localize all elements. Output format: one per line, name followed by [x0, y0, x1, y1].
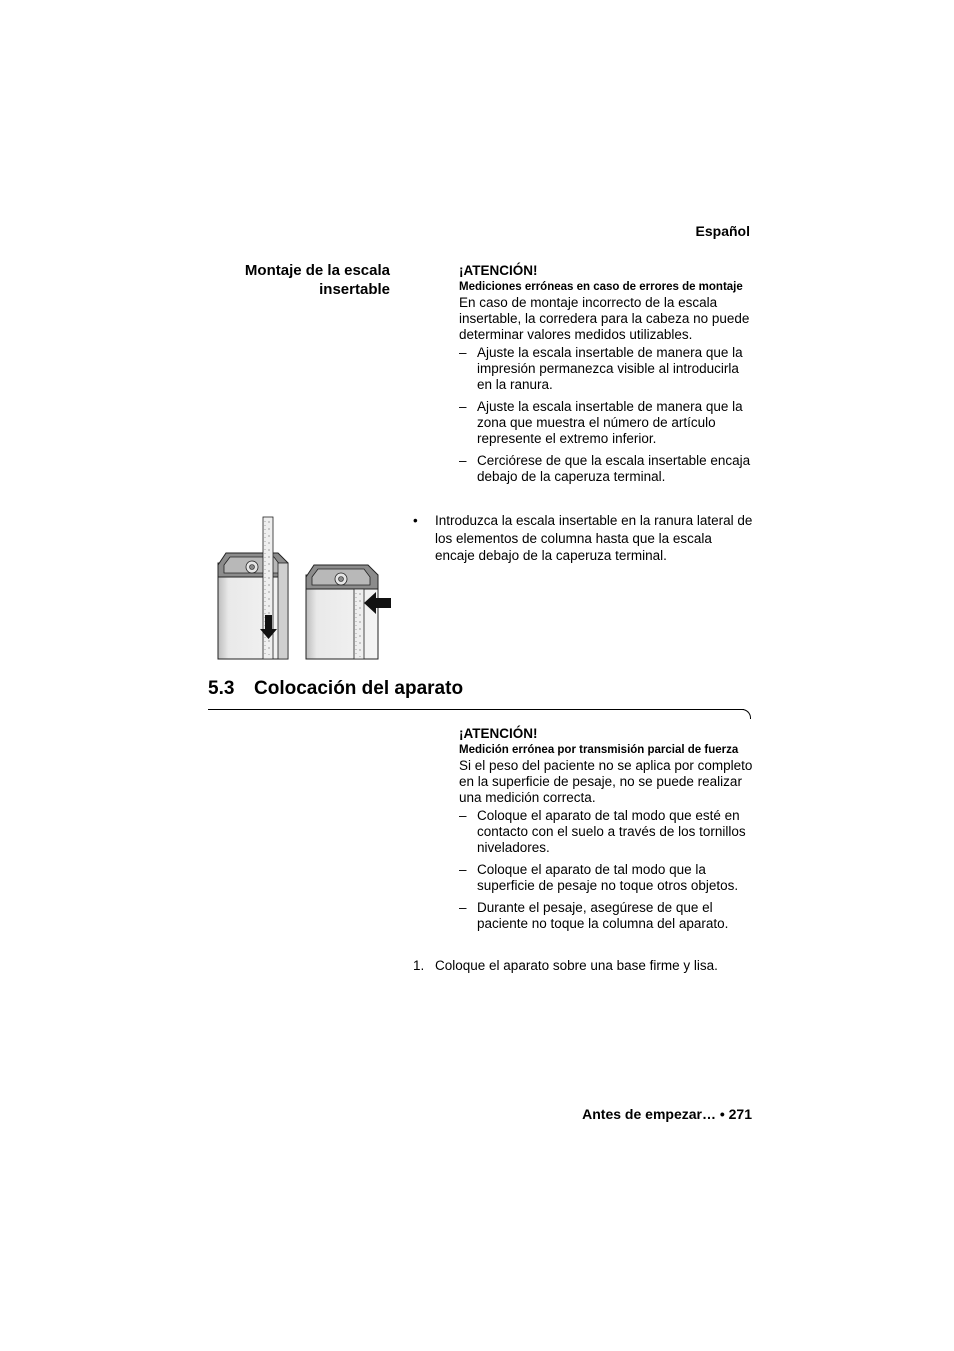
- attention-subtitle: Mediciones erróneas en caso de errores de montaje: [459, 281, 743, 293]
- section-divider: [208, 709, 744, 710]
- section-divider-curve: [738, 709, 751, 719]
- bullet-marker: •: [413, 513, 418, 528]
- attention-title: ¡ATENCIÓN!: [459, 726, 538, 741]
- dash-marker: –: [459, 862, 467, 877]
- dash-marker: –: [459, 399, 467, 414]
- list-item: [459, 399, 755, 447]
- language-label: Español: [695, 223, 750, 239]
- attention-text: En caso de montaje incorrecto de la escala insertable, la corredera para la cabeza no puede determinar valores medidos utilizables.: [459, 295, 750, 342]
- attention-title: ¡ATENCIÓN!: [459, 263, 538, 278]
- list-item-text: Cerciórese de que la escala insertable encaja debajo de la caperuza terminal.: [477, 453, 751, 484]
- section-heading: [208, 678, 463, 700]
- attention-text: Si el peso del paciente no se aplica por completo en la superficie de pesaje, no se puede realizar una medición correcta.: [459, 758, 753, 805]
- attention-subtitle: Medición errónea por transmisión parcial de fuerza: [459, 744, 739, 756]
- list-item-text: Durante el pesaje, asegúrese de que el paciente no toque la columna del aparato.: [477, 900, 729, 931]
- list-item: [459, 862, 755, 894]
- instruction-bullet: [413, 512, 755, 565]
- column-element-left: [218, 553, 288, 659]
- list-item: [459, 345, 755, 393]
- column-element-right: [306, 565, 378, 659]
- list-item-text: Ajuste la escala insertable de manera que la impresión permanezca visible al introducirla en la ranura.: [477, 345, 743, 392]
- dash-marker: –: [459, 345, 467, 360]
- instruction-text: Introduzca la escala insertable en la ranura lateral de los elementos de columna hasta que la escala encaje debajo de la caperuza terminal.: [435, 513, 753, 563]
- page-footer: Antes de empezar… • 271: [582, 1106, 752, 1122]
- section-number: 5.3: [208, 678, 235, 699]
- list-item: [459, 808, 755, 856]
- list-item-text: Coloque el aparato de tal modo que la superficie de pesaje no toque otros objetos.: [477, 862, 739, 893]
- scale-insertion-illustration: [216, 515, 392, 660]
- section-title: Colocación del aparato: [254, 678, 464, 699]
- attention-block-1: [459, 263, 755, 485]
- list-item: [459, 900, 755, 932]
- list-item-text: Coloque el aparato de tal modo que esté en contacto con el suelo a través de los tornillos niveladores.: [477, 808, 746, 855]
- dash-marker: –: [459, 808, 467, 823]
- dash-marker: –: [459, 900, 467, 915]
- step-text: Coloque el aparato sobre una base firme y lisa.: [435, 958, 718, 973]
- list-item: [459, 453, 755, 485]
- side-title-scale-mounting: Montaje de la escala insertable: [244, 262, 390, 298]
- dash-marker: –: [459, 453, 467, 468]
- step-number: 1.: [413, 958, 425, 973]
- numbered-step: [413, 958, 755, 974]
- list-item-text: Ajuste la escala insertable de manera que la zona que muestra el número de artículo represente el extremo inferior.: [477, 399, 743, 446]
- attention-block-2: [459, 726, 755, 932]
